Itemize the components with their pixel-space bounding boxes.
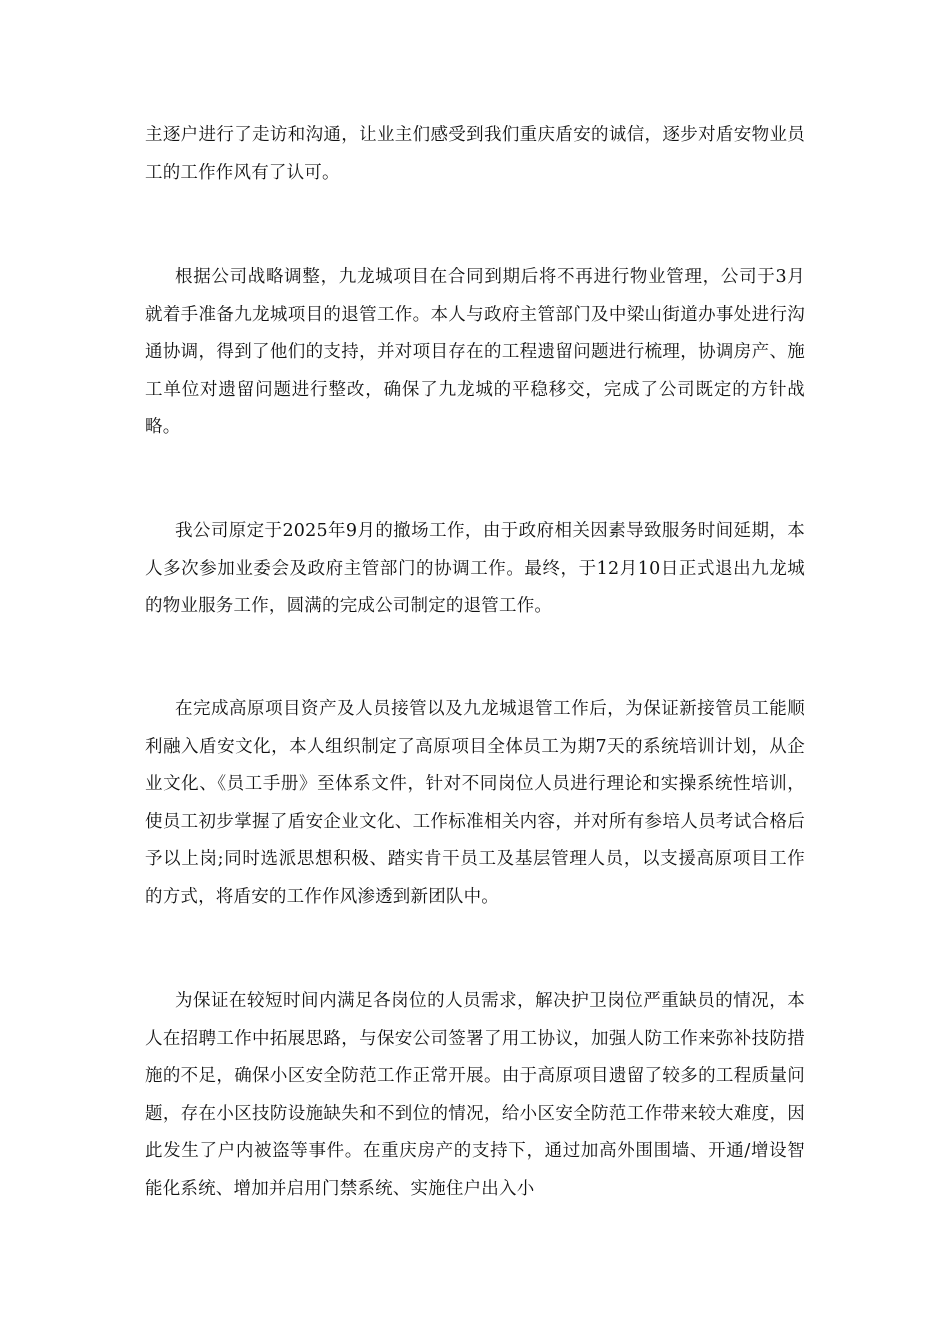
paragraph-4: 在完成高原项目资产及人员接管以及九龙城退管工作后，为保证新接管员工能顺利融入盾安文化，本人组织制定了高原项目全体员工为期7天的系统培训计划，从企业文化、《员工手册》至体系文件，针对不同岗位人员进行理论和实操系统性培训，使员工初步掌握了盾安企业文化、工作标准相关内容，并对所有参培人员考试合格后予以上岗;同时选派思想积极、踏实肯干员工及基层管理人员，以支援高原项目工作的方式，将盾安的工作作风渗透到新团队中。 — [145, 699, 805, 907]
paragraph-3: 我公司原定于2025年9月的撤场工作，由于政府相关因素导致服务时间延期，本人多次参加业委会及政府主管部门的协调工作。最终，于12月10日正式退出九龙城的物业服务工作，圆满的完成公司制定的退管工作。 — [145, 521, 805, 616]
paragraph-1: 主逐户进行了走访和沟通，让业主们感受到我们重庆盾安的诚信，逐步对盾安物业员工的工作作风有了认可。 — [145, 125, 805, 183]
paragraph-2: 根据公司战略调整，九龙城项目在合同到期后将不再进行物业管理，公司于3月就着手准备九龙城项目的退管工作。本人与政府主管部门及中梁山街道办事处进行沟通协调，得到了他们的支持，并对项目存在的工程遗留问题进行梳理，协调房产、施工单位对遗留问题进行整改，确保了九龙城的平稳移交，完成了公司既定的方针战略。 — [145, 267, 805, 437]
paragraph-5: 为保证在较短时间内满足各岗位的人员需求，解决护卫岗位严重缺员的情况，本人在招聘工作中拓展思路，与保安公司签署了用工协议，加强人防工作来弥补技防措施的不足，确保小区安全防范工作正常开展。由于高原项目遗留了较多的工程质量问题，存在小区技防设施缺失和不到位的情况，给小区安全防范工作带来较大难度，因此发生了户内被盗等事件。在重庆房产的支持下，通过加高外围围墙、开通/增设智能化系统、增加并启用门禁系统、实施住户出入小 — [145, 991, 805, 1199]
